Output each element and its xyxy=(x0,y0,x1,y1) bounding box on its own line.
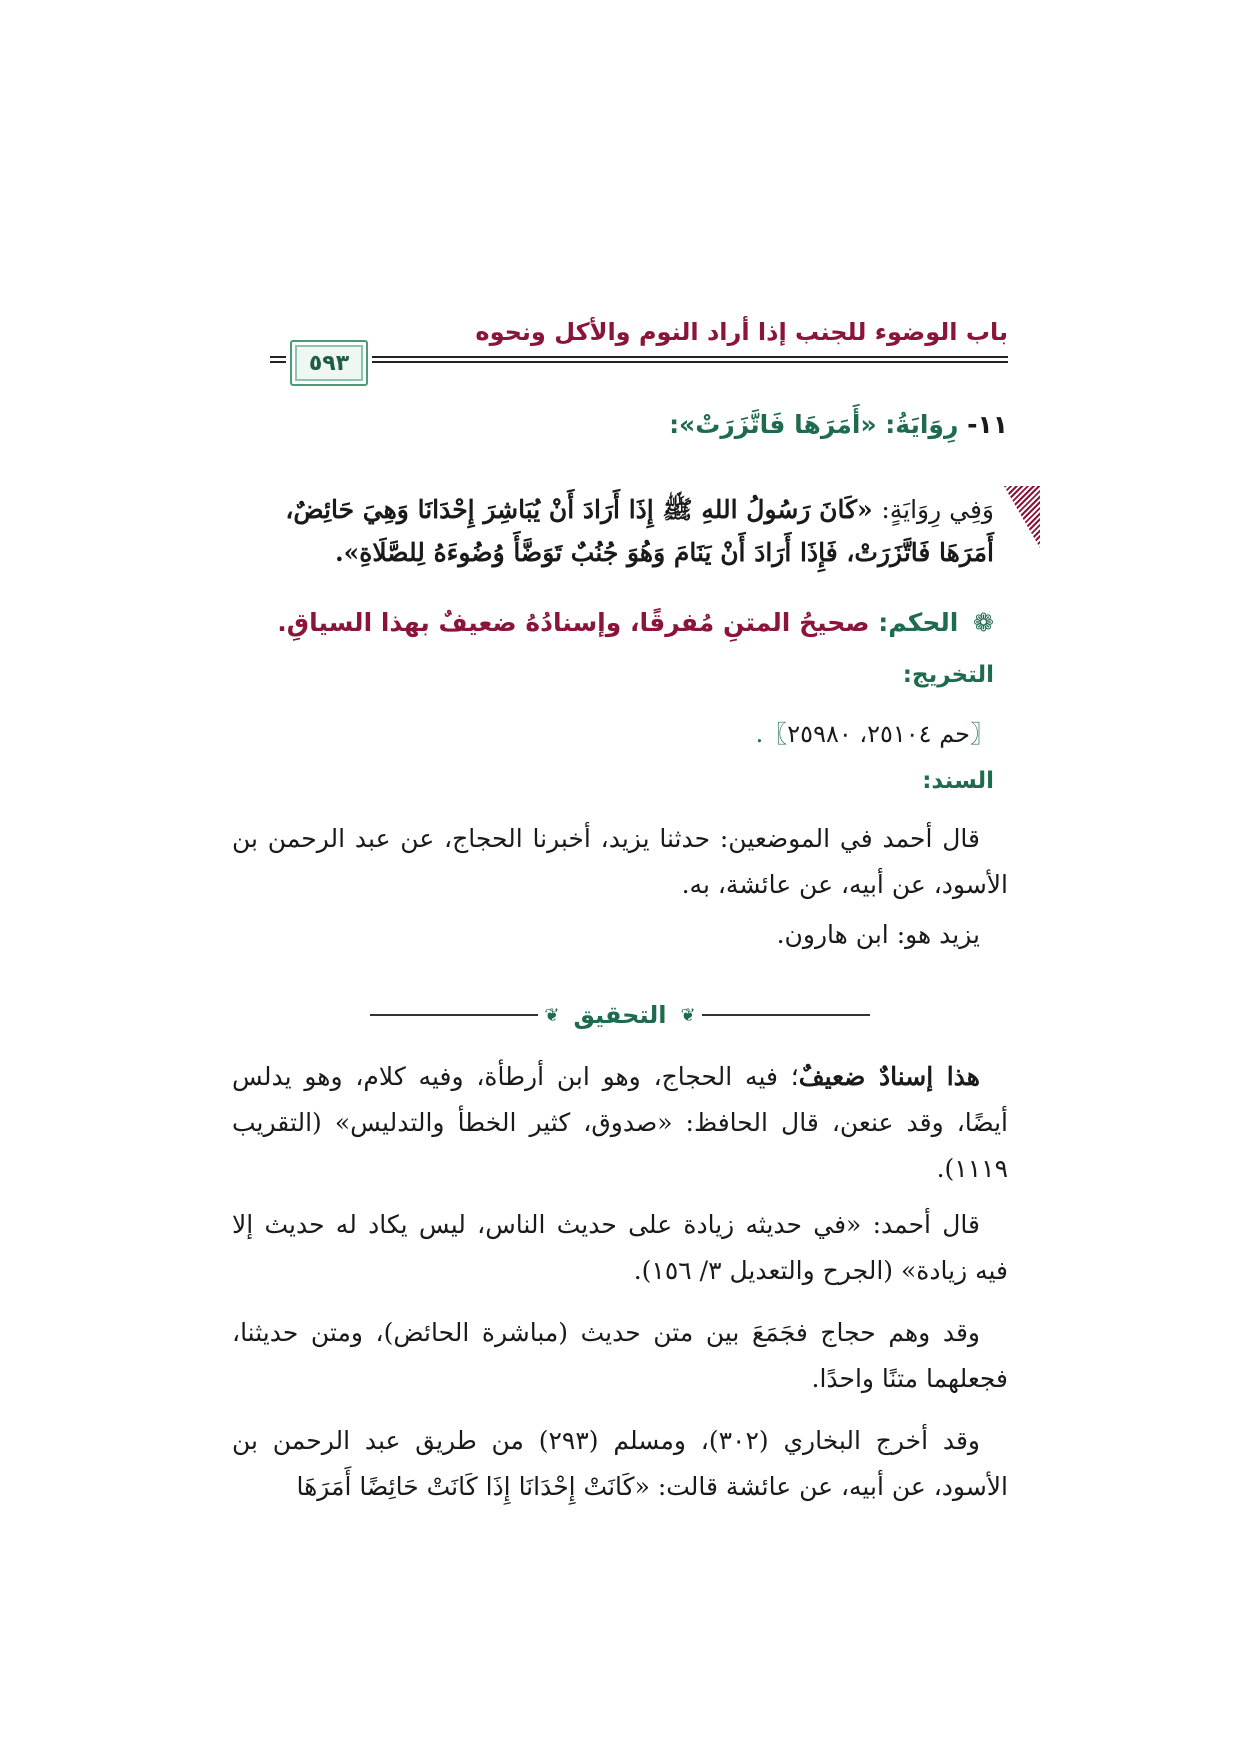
tahqiq-divider xyxy=(370,1000,870,1030)
hadith-text-1: «كَانَ رَسُولُ اللهِ ﷺ إِذَا أَرَادَ أَنْ يُبَاشِرَ إِحْدَانَا وَهِيَ حَائِضٌ، xyxy=(285,495,873,524)
flower-icon: ❁ xyxy=(973,608,994,637)
hadith-text-line-2: أَمَرَهَا فَاتَّزَرَتْ، فَإِذَا أَرَادَ أَنْ يَنَامَ وَهُوَ جُنُبٌ تَوَضَّأَ وُضُوءَهُ لِلصَّلَاةِ». xyxy=(334,538,994,567)
section-number: ١١- xyxy=(967,410,1008,439)
ornament-icon: ❦ xyxy=(544,1004,560,1026)
takhrij-refs: حم ٢٥١٠٤، ٢٥٩٨٠ xyxy=(787,720,970,748)
ruling xyxy=(232,608,994,637)
takhrij-value xyxy=(232,714,994,749)
hadith-intro: وَفِي رِوَايَةٍ: xyxy=(881,495,994,524)
tahqiq-lead: هذا إسنادٌ ضعيفٌ xyxy=(798,1062,980,1091)
ornament-icon: ❦ xyxy=(680,1004,696,1026)
sanad-note xyxy=(232,912,1008,958)
divider-line xyxy=(702,1014,870,1016)
bracket-open: 〖 xyxy=(970,720,994,748)
tahqiq-text-4: وقد أخرج البخاري (٣٠٢)، ومسلم (٢٩٣) من طريق عبد الرحمن بن الأسود، عن أبيه، عن عائشة قالت: «كَانَتْ إِحْدَانَا إِذَا كَانَتْ حَائِضًا أَمَرَهَا xyxy=(232,1426,1008,1501)
hadith-corner-ornament xyxy=(1004,486,1040,548)
divider-line xyxy=(370,1014,538,1016)
ruling-label: الحكم: xyxy=(878,608,959,637)
tahqiq-paragraph-3 xyxy=(232,1310,1008,1402)
takhrij-label: التخريج: xyxy=(902,662,994,688)
ruling-text: صحيحُ المتنِ مُفرقًا، وإسنادُهُ ضعيفٌ بهذا السياقِ. xyxy=(277,608,870,637)
header-rule-left xyxy=(270,356,286,363)
section-title: رِوَايَةُ: «أَمَرَهَا فَاتَّزَرَتْ»: xyxy=(669,410,959,439)
section-heading xyxy=(232,410,1008,439)
hadith-text-line-1 xyxy=(232,494,994,531)
tahqiq-paragraph-4 xyxy=(232,1418,1008,1510)
sanad-label: السند: xyxy=(922,768,994,794)
bracket-close: 〗. xyxy=(755,720,788,748)
tahqiq-paragraph-2 xyxy=(232,1202,1008,1294)
tahqiq-text-2: قال أحمد: «في حديثه زيادة على حديث الناس، ليس يكاد له حديث إلا فيه زيادة» (الجرح والتعديل ٣/ ١٥٦). xyxy=(232,1210,1008,1285)
sanad-note-text: يزيد هو: ابن هارون. xyxy=(776,920,980,949)
tahqiq-label: التحقيق xyxy=(573,1001,667,1029)
header-rule xyxy=(372,356,1008,363)
page-number-badge: ٥٩٣ xyxy=(290,340,368,386)
chapter-title: باب الوضوء للجنب إذا أراد النوم والأكل ونحوه xyxy=(475,318,1008,346)
tahqiq-paragraph-1 xyxy=(232,1054,1008,1192)
tahqiq-text-3: وقد وهم حجاج فجَمَعَ بين متن حديث (مباشرة الحائض)، ومتن حديثنا، فجعلهما متنًا واحدًا. xyxy=(232,1318,1008,1393)
tahqiq-text-1: ؛ فيه الحجاج، وهو ابن أرطأة، وفيه كلام، وهو يدلس أيضًا، وقد عنعن، قال الحافظ: «صدوق، كثير الخطأ والتدليس» (التقريب ١١١٩). xyxy=(232,1062,1008,1183)
sanad-paragraph xyxy=(232,816,1008,908)
sanad-text: قال أحمد في الموضعين: حدثنا يزيد، أخبرنا الحجاج، عن عبد الرحمن بن الأسود، عن أبيه، عن عائشة، به. xyxy=(232,824,1008,899)
